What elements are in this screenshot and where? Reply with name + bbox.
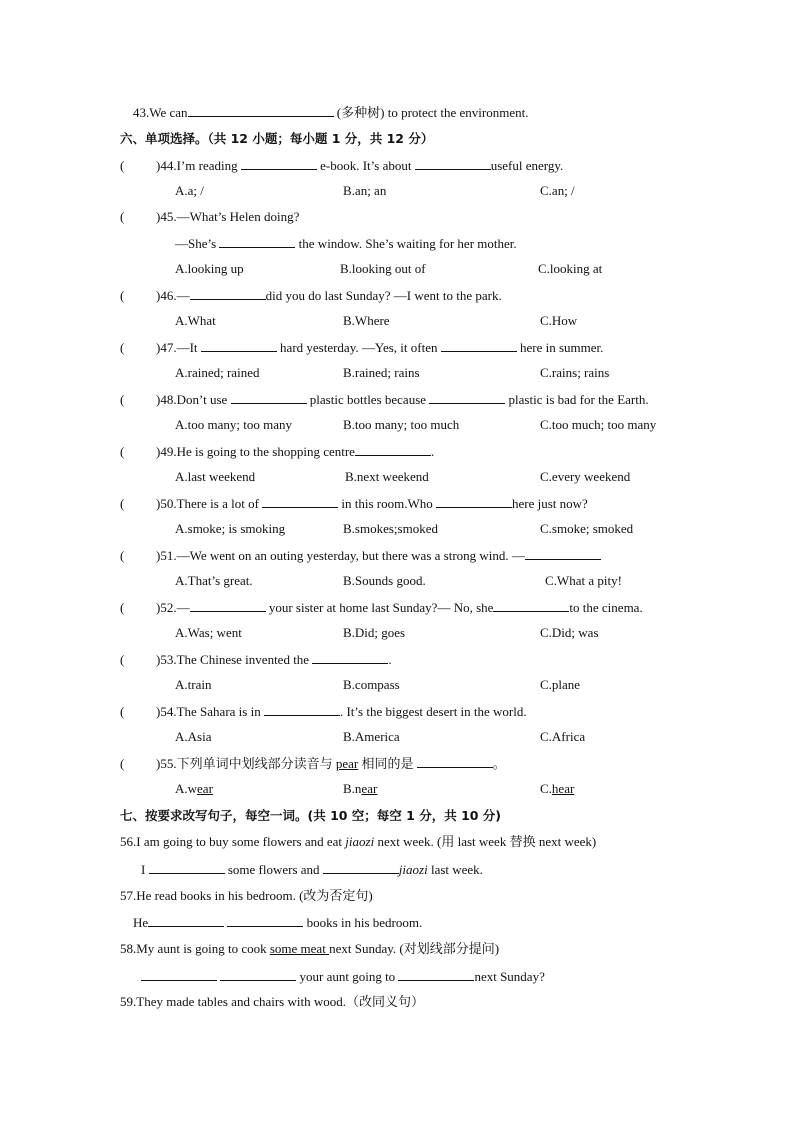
answer-blank[interactable]: [201, 339, 277, 352]
option-b[interactable]: B.near: [343, 781, 378, 796]
question-52: ( )52.— your sister at home last Sunday?— No, she to the cinema.: [120, 600, 643, 615]
option-b[interactable]: B.looking out of: [340, 261, 426, 276]
answer-blank[interactable]: [525, 547, 601, 560]
question-49: ( )49.He is going to the shopping centre .: [120, 444, 435, 459]
question-44: ( )44.I’m reading e-book. It’s about useful energy.: [120, 158, 564, 173]
answer-blank[interactable]: [190, 599, 266, 612]
answer-blank[interactable]: [398, 968, 474, 981]
option-c[interactable]: C.smoke; smoked: [540, 521, 634, 536]
option-a[interactable]: A.That’s great.: [175, 573, 253, 588]
question-50: ( )50.There is a lot of in this room.Who here just now?: [120, 496, 588, 511]
question-56: 56.I am going to buy some flowers and eat jiaozi next week. (用 last week 替换 next week): [120, 834, 597, 849]
question-47: ( )47.—It hard yesterday. —Yes, it often here in summer.: [120, 340, 604, 355]
answer-blank[interactable]: [441, 339, 517, 352]
answer-blank[interactable]: [323, 861, 399, 874]
answer-paren[interactable]: (: [120, 444, 125, 459]
question-59: 59.They made tables and chairs with wood.（改同义句）: [120, 994, 424, 1009]
question-58-answer-line: your aunt going to next Sunday?: [141, 968, 545, 985]
option-b[interactable]: B.compass: [343, 677, 400, 692]
question-56-answer-line: I some flowers and jiaozi last week.: [141, 862, 483, 877]
option-c[interactable]: C.too much; too many: [540, 417, 657, 432]
section-heading-6: 六、单项选择。（共 12 小题；每小题 1 分，共 12 分）: [120, 131, 434, 146]
answer-blank[interactable]: [220, 968, 296, 981]
answer-blank[interactable]: [262, 495, 338, 508]
answer-paren[interactable]: (: [120, 548, 125, 563]
answer-blank[interactable]: [219, 235, 295, 248]
option-a[interactable]: A.rained; rained: [175, 365, 260, 380]
option-a[interactable]: A.looking up: [175, 261, 244, 276]
answer-blank[interactable]: [190, 287, 266, 300]
question-45: ( )45.—What’s Helen doing?: [120, 209, 300, 224]
answer-paren[interactable]: (: [120, 209, 125, 224]
option-b[interactable]: B.smokes;smoked: [343, 521, 438, 536]
option-c[interactable]: C.an; /: [540, 183, 575, 198]
answer-paren[interactable]: (: [120, 340, 125, 355]
answer-blank[interactable]: [188, 104, 334, 117]
answer-blank[interactable]: [264, 703, 340, 716]
option-c[interactable]: C.What a pity!: [545, 573, 622, 588]
question-46: ( )46.— did you do last Sunday? —I went to the park.: [120, 288, 502, 303]
question-43: 43.We can (多种树) to protect the environment.: [133, 105, 529, 120]
option-b[interactable]: B.Sounds good.: [343, 573, 426, 588]
option-b[interactable]: B.Did; goes: [343, 625, 406, 640]
option-a[interactable]: A.smoke; is smoking: [175, 521, 286, 536]
answer-blank[interactable]: [231, 391, 307, 404]
question-57-answer-line: He books in his bedroom.: [133, 915, 423, 930]
option-a[interactable]: A.too many; too many: [175, 417, 292, 432]
answer-blank[interactable]: [417, 755, 493, 768]
answer-paren[interactable]: (: [120, 652, 125, 667]
section-heading-7: 七、按要求改写句子，每空一词。(共 10 空；每空 1 分，共 10 分): [120, 808, 502, 823]
answer-blank[interactable]: [141, 968, 217, 981]
answer-blank[interactable]: [355, 443, 431, 456]
answer-blank[interactable]: [436, 495, 512, 508]
answer-paren[interactable]: (: [120, 392, 125, 407]
answer-paren[interactable]: (: [120, 288, 125, 303]
option-a[interactable]: A.last weekend: [175, 469, 256, 484]
option-c[interactable]: C.plane: [540, 677, 581, 692]
question-51: ( )51.—We went on an outing yesterday, but there was a strong wind. —: [120, 547, 601, 564]
answer-blank[interactable]: [241, 157, 317, 170]
option-c[interactable]: C.How: [540, 313, 578, 328]
answer-paren[interactable]: (: [120, 600, 125, 615]
answer-blank[interactable]: [148, 914, 224, 927]
question-53: ( )53.The Chinese invented the .: [120, 652, 392, 667]
answer-blank[interactable]: [149, 861, 225, 874]
question-54: ( )54.The Sahara is in . It’s the biggest desert in the world.: [120, 704, 527, 719]
option-a[interactable]: A.Asia: [175, 729, 212, 744]
question-48: ( )48.Don’t use plastic bottles because plastic is bad for the Earth.: [120, 392, 649, 407]
option-c[interactable]: C.Did; was: [540, 625, 599, 640]
question-55: ( )55.下列单词中划线部分读音与 pear 相同的是 。: [120, 756, 506, 771]
answer-paren[interactable]: (: [120, 158, 125, 173]
option-a[interactable]: A.train: [175, 677, 212, 692]
option-b[interactable]: B.Where: [343, 313, 390, 328]
option-c[interactable]: C.hear: [540, 781, 575, 796]
option-a[interactable]: A.Was; went: [175, 625, 242, 640]
option-c[interactable]: C.looking at: [538, 261, 603, 276]
option-c[interactable]: C.rains; rains: [540, 365, 610, 380]
option-a[interactable]: A.What: [175, 313, 216, 328]
option-b[interactable]: B.America: [343, 729, 400, 744]
option-a[interactable]: A.wear: [175, 781, 213, 796]
answer-blank[interactable]: [227, 914, 303, 927]
answer-paren[interactable]: (: [120, 496, 125, 511]
question-58: 58.My aunt is going to cook some meat next Sunday. (对划线部分提问): [120, 941, 500, 956]
option-c[interactable]: C.Africa: [540, 729, 586, 744]
option-b[interactable]: B.too many; too much: [343, 417, 460, 432]
answer-paren[interactable]: (: [120, 704, 125, 719]
answer-blank[interactable]: [493, 599, 569, 612]
option-b[interactable]: B.next weekend: [345, 469, 429, 484]
question-45-line2: —She’s the window. She’s waiting for her mother.: [175, 236, 517, 251]
answer-blank[interactable]: [429, 391, 505, 404]
answer-blank[interactable]: [415, 157, 491, 170]
option-b[interactable]: B.an; an: [343, 183, 387, 198]
answer-paren[interactable]: (: [120, 756, 125, 771]
answer-blank[interactable]: [312, 651, 388, 664]
option-b[interactable]: B.rained; rains: [343, 365, 420, 380]
option-a[interactable]: A.a; /: [175, 183, 204, 198]
question-57: 57.He read books in his bedroom. (改为否定句): [120, 888, 373, 903]
option-c[interactable]: C.every weekend: [540, 469, 631, 484]
